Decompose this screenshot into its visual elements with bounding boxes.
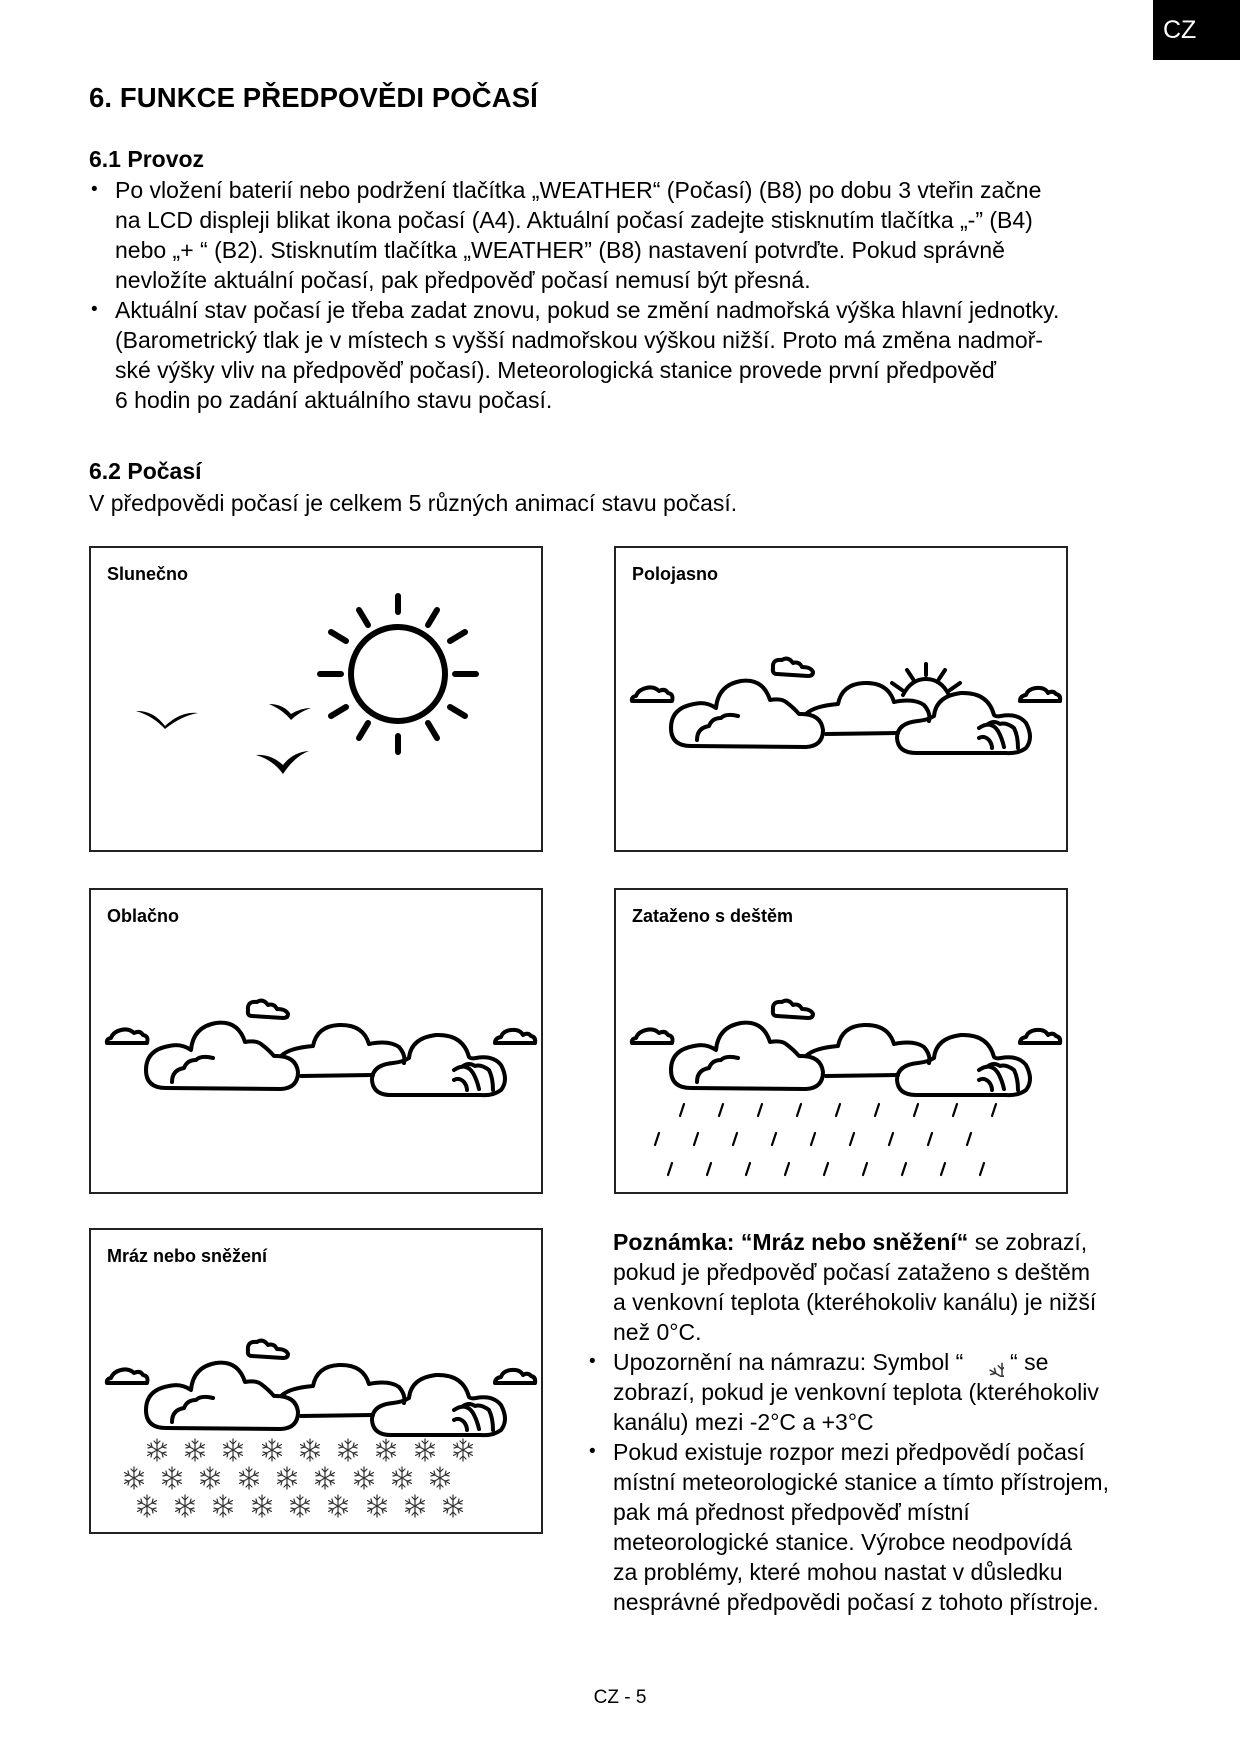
text-line: pak má přednost předpověď místní [613,1499,970,1525]
text-line: na LCD displeji blikat ikona počasí (A4). Aktuální počasí zadejte stisknutím tlačítka „-” (B4) [115,207,1033,233]
weather-box-rain [614,888,1068,1194]
note-lead-line [613,1227,1173,1257]
operation-bullet-2 [89,295,1059,415]
note-lead-bold: Poznámka: “Mráz nebo sněžení“ [613,1229,969,1255]
text-line: (Barometrický tlak je v místech s vyšší nadmořskou výškou nižší. Proto má změna nadmoř- [115,327,1043,353]
cloudy-icon [91,890,541,1192]
text-line: nesprávné předpovědi počasí z tohoto přístroje. [613,1589,1099,1615]
text-line: nebo „+ “ (B2). Stisknutím tlačítka „WEATHER” (B8) nastavení potvrďte. Pokud správně [115,237,1005,263]
frost-snow-note [613,1227,1173,1617]
operation-bullet-list [89,175,1059,415]
sun-with-birds-icon [91,548,541,850]
page-number: CZ - 5 [593,1687,647,1708]
weather-intro-text: V předpovědi počasí je celkem 5 různých animací stavu počasí. [89,490,738,516]
weather-box-label: Zataženo s deštěm [632,906,794,926]
text-line: kanálu) mezi -2°C a +3°C [613,1409,874,1435]
snowflake-icon [970,1347,1004,1377]
weather-box-label: Slunečno [107,564,189,584]
note-bullet-disclaimer [613,1437,1173,1617]
text-line: • Aktuální stav počasí je třeba zadat znovu, pokud se změní nadmořská výška hlavní jednotky. [115,297,1060,323]
weather-box-cloudy [89,888,543,1194]
page-title: 6. FUNKCE PŘEDPOVĚDI POČASÍ [89,82,538,113]
text-line: pokud je předpověď počasí zataženo s deštěm [613,1259,1090,1285]
note-bullet-list [613,1347,1173,1617]
partly-cloudy-icon [616,548,1066,850]
weather-box-label: Polojasno [632,564,719,584]
language-badge: CZ [1153,0,1240,60]
section-heading-6-1: 6.1 Provoz [89,146,205,172]
rain-icon [616,890,1066,1192]
text-line [613,1347,1173,1377]
weather-box-partly-cloudy [614,546,1068,852]
frost-warning-text-after: “ se [1003,1349,1049,1375]
text-line: • Po vložení baterií nebo podržení tlačítka „WEATHER“ (Počasí) (B8) po dobu 3 vteřin začne [115,177,1042,203]
text-line: ské výšky vliv na předpověď počasí). Meteorologická stanice provede první předpověď [115,357,996,383]
frost-warning-text-before: Upozornění na námrazu: Symbol “ [613,1349,970,1375]
text-line: • Pokud existuje rozpor mezi předpovědí počasí [613,1439,1085,1465]
weather-box-sunny [89,546,543,852]
note-lead-rest: se zobrazí, [968,1229,1088,1255]
text-line: místní meteorologické stanice a tímto přístrojem, [613,1469,1109,1495]
text-line: 6 hodin po zadání aktuálního stavu počasí. [115,387,553,413]
weather-box-label: Mráz nebo sněžení [107,1246,268,1266]
text-line: za problémy, které mohou nastat v důsledku [613,1559,1063,1585]
text-line: zobrazí, pokud je venkovní teplota (kteréhokoliv [613,1379,1099,1405]
weather-box-snow [89,1228,543,1534]
note-bullet-frost-warning [613,1347,1173,1437]
text-line: a venkovní teplota (kteréhokoliv kanálu) je nižší [613,1289,1097,1315]
text-line: meteorologické stanice. Výrobce neodpovídá [613,1529,1073,1555]
section-heading-6-2: 6.2 Počasí [89,458,202,484]
snow-icon [91,1230,541,1532]
operation-bullet-1 [89,175,1059,295]
text-line: nevložíte aktuální počasí, pak předpověď počasí nemusí být přesná. [115,267,811,293]
weather-box-label: Oblačno [107,906,180,926]
text-line: než 0°C. [613,1319,702,1345]
